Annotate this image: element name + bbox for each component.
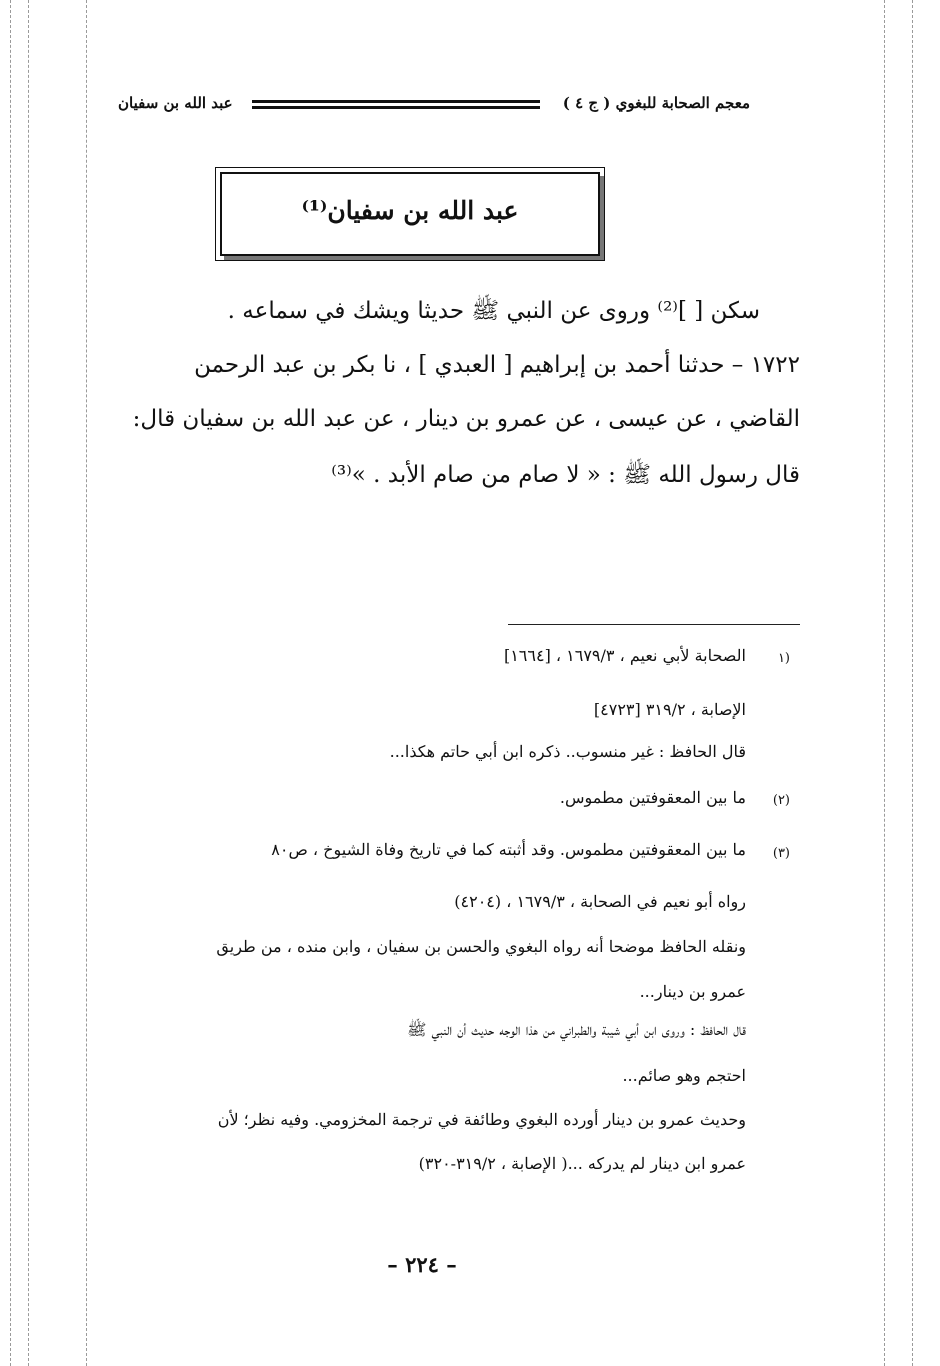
footnote-3-line-5: قال الحافظ : وروى ابن أبي شيبة والطبراني من هذا الوجه حديث أن النبي ﷺ [407, 1020, 746, 1039]
header-rule [252, 100, 540, 103]
body-line-2: ١٧٢٢ – حدثنا أحمد بن إبراهيم [ العبدي ] ، نا بكر بن عبد الرحمن [194, 352, 800, 378]
header-rule [252, 106, 540, 109]
body-line-3: القاضي ، عن عيسى ، عن عمرو بن دينار ، عن عبد الله بن سفيان قال: [132, 406, 800, 432]
footnote-3-line-6: احتجم وهو صائم... [622, 1066, 746, 1085]
footnote-2-line-1: ما بين المعقوفتين مطموس. [559, 788, 746, 807]
running-header-book-title: معجم الصحابة للبغوي ( ج ٤ ) [562, 94, 750, 112]
entry-title: عبد الله بن سفيان⁽¹⁾ [301, 196, 519, 225]
scan-guide-line [912, 0, 913, 1366]
footnote-number-2: (٢) [772, 793, 790, 808]
footnote-3-line-3: ونقله الحافظ موضحا أنه رواه البغوي والحسن بن سفيان ، وابن منده ، من طريق [216, 937, 746, 956]
footnote-3-line-2: رواه أبو نعيم في الصحابة ، ١٦٧٩/٣ ، (٤٢٠٤) [454, 892, 746, 911]
page-number: – ٢٢٤ – [387, 1252, 457, 1277]
body-line-1: سكن [ ]⁽²⁾ وروى عن النبي ﷺ حديثا ويشك في سماعه . [227, 298, 760, 324]
footnote-3-line-1: ما بين المعقوفتين مطموس. وقد أثبته كما في تاريخ وفاة الشيوخ ، ص٨٠ [271, 840, 746, 859]
footnote-3-line-4: عمرو بن دينار... [639, 982, 746, 1001]
scan-guide-line [884, 0, 885, 1366]
running-header-entry-name: عبد الله بن سفيان [118, 94, 233, 112]
scan-guide-line [86, 0, 87, 1366]
footnote-1-line-1: الصحابة لأبي نعيم ، ١٦٧٩/٣ ، [١٦٦٤] [503, 646, 746, 665]
scan-guide-line [10, 0, 11, 1366]
body-line-4: قال رسول الله ﷺ : « لا صام من صام الأبد . »⁽³⁾ [331, 462, 800, 488]
footnote-number-3: (٣) [772, 846, 790, 861]
scan-guide-line [28, 0, 29, 1366]
footnote-separator [508, 624, 800, 625]
footnote-1-line-2: الإصابة ، ٣١٩/٢ [٤٧٢٣] [593, 700, 746, 719]
title-box [220, 172, 600, 256]
footnote-1-line-3: قال الحافظ : غير منسوب.. ذكره ابن أبي حاتم هكذا... [389, 742, 746, 761]
footnote-number-1: (١ [777, 651, 790, 666]
footnote-3-line-7: وحديث عمرو بن دينار أورده البغوي وطائفة في ترجمة المخزومي. وفيه نظر؛ لأن [217, 1110, 746, 1129]
footnote-3-line-8: عمرو ابن دينار لم يدركه ...( الإصابة ، ٣١٩/٢-٣٢٠) [418, 1154, 746, 1173]
